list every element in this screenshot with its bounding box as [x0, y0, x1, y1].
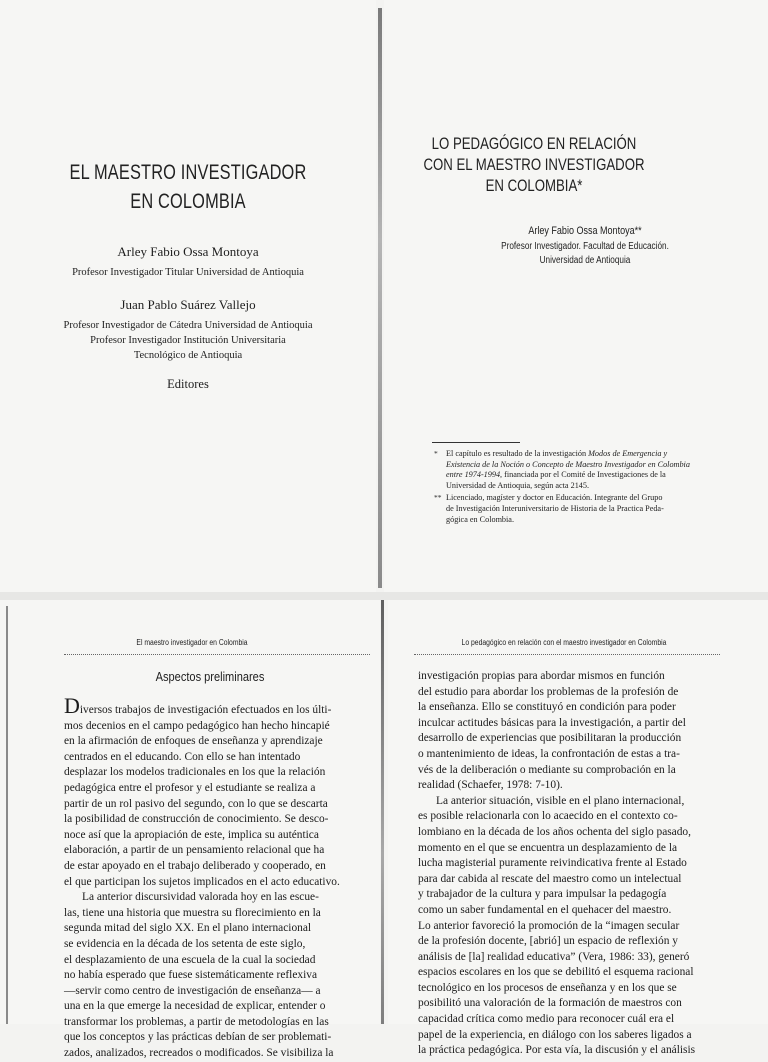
footnote-italic-text: Modos de Emergencia y: [588, 449, 668, 458]
footnote-text: El capítulo es resultado de la investigación: [446, 449, 589, 458]
body-line: en la afirmación de enfoques de enseñanza y aprendizaje: [64, 735, 323, 748]
body-line: el que participan los sujetos implicados en el acto educativo.: [64, 875, 340, 888]
running-header: El maestro investigador en Colombia: [136, 638, 248, 647]
body-line: Diversos trabajos de investigación efectuados en los últi-: [64, 693, 332, 718]
book-title-line: EL MAESTRO INVESTIGADOR: [69, 161, 307, 184]
body-line: centrados en el educando. Con ello se han intentado: [64, 750, 301, 763]
body-line: una en la que emerge la necesidad de explicar, entender o: [64, 1000, 326, 1013]
body-line: para dar cabida al rescate del maestro como un intelectual: [418, 872, 682, 885]
body-line: elaboración, a partir de un pensamiento relacional que ha: [64, 844, 325, 857]
editor2-affiliation-line: Tecnológico de Antioquia: [133, 350, 243, 361]
book-title-line: EN COLOMBIA: [130, 190, 246, 213]
footnote: [434, 449, 702, 491]
header-rule: [64, 654, 370, 655]
body-line: mos decenios en el campo pedagógico han hecho hincapié: [64, 719, 330, 732]
body-line: posibilitó una valoración de la formación de maestros con: [418, 997, 682, 1010]
footnote-rule: [432, 442, 520, 443]
page3-body-text: [64, 693, 370, 1062]
chapter-title-line: CON EL MAESTRO INVESTIGADOR: [423, 156, 645, 174]
body-line: —servir como centro de investigación de enseñanza— a: [64, 984, 321, 997]
body-lines: [418, 669, 718, 1059]
body-line: no había esperado que fuese sistemáticamente reflexiva: [64, 969, 318, 982]
body-line: transformar los problemas, a partir de metodologías en las: [64, 1015, 329, 1028]
body-line: de estar apoyado en el trabajo deliberado y cooperado, en: [64, 859, 326, 872]
editor1-affiliation: Profesor Investigador Titular Universidad de Antioquia: [72, 267, 304, 278]
footnote-italic-text: Existencia de la Noción o Concepto de Maestro Investigador en Colombia: [446, 459, 690, 469]
footnote-text: Licenciado, magíster y doctor en Educación. Integrante del Grupo: [446, 493, 663, 503]
body-line: se evidencia en la década de los setenta de este siglo,: [64, 937, 306, 950]
body-line: investigación propias para abordar mismos en función: [418, 670, 665, 682]
body-line: inculcar actitudes básicas para la investigación, a partir del: [418, 716, 686, 729]
footnotes: [434, 449, 702, 527]
body-line: es posible relacionarla con lo acaecido en el contexto co-: [418, 810, 678, 823]
scan-divider: [0, 592, 768, 600]
body-line: realidad (Schaefer, 1978: 7-10).: [418, 779, 563, 792]
body-line: La anterior situación, visible en el plano internacional,: [436, 794, 685, 807]
body-line: el desplazamiento de una escuela de la cual la sociedad: [64, 953, 316, 966]
editors-label: Editores: [167, 377, 209, 391]
body-line: zados, analizados, recreados o modificados. Se visibiliza la: [64, 1047, 334, 1060]
body-line: y trabajador de la cultura y para impulsar la pedagogía: [418, 888, 667, 901]
chapter-title-line: EN COLOMBIA*: [485, 177, 583, 195]
footnote-mark: **: [434, 493, 442, 503]
editor2-name: Juan Pablo Suárez Vallejo: [120, 297, 256, 312]
author-affiliation-line: Profesor Investigador. Facultad de Educación.: [501, 241, 669, 252]
body-line: las, tiene una historia que muestra su florecimiento en la: [64, 906, 321, 919]
body-line: pedagógica entre el profesor y el estudiante se realiza a: [64, 781, 316, 794]
body-line: La anterior discursividad valorada hoy en las escue-: [82, 891, 319, 904]
body-line: papel de la experiencia, en diálogo con los saberes ligados a: [418, 1028, 692, 1041]
body-line: del estudio para abordar los problemas de la profesión de: [418, 685, 679, 698]
header-rule: [414, 654, 720, 655]
section-title: Aspectos preliminares: [155, 669, 265, 684]
page-edge: [6, 606, 8, 1024]
body-line: la posibilidad de construcción de conocimiento. Se desco-: [64, 813, 329, 826]
chapter-title-line: LO PEDAGÓGICO EN RELACIÓN: [431, 135, 637, 153]
body-line: que los conceptos y las prácticas debían de ser problemati-: [64, 1031, 332, 1044]
body-line: vés de la deliberación o mediante su comprobación en la: [418, 763, 676, 776]
body-line: partir de un rol pasivo del segundo, con lo que se descarta: [64, 797, 328, 810]
body-line: la enseñanza. Ello se constituyó en condición para poder: [418, 701, 676, 714]
body-line: capacidad crítica como medio para reconocer cuál era el: [418, 1013, 675, 1026]
footnote-italic-text: entre 1974-1994: [446, 470, 501, 480]
body-line: noce así que la apropiación de este, implica su auténtica: [64, 828, 319, 841]
chapter-author-block: [499, 224, 671, 268]
body-line: la práctica pedagógica. Por esta vía, la discusión y el análisis: [418, 1044, 696, 1057]
running-header: Lo pedagógico en relación con el maestro investigador en Colombia: [461, 638, 667, 647]
body-line: desplazar los modelos tradicionales en los que la relación: [64, 766, 326, 779]
body-line: segunda mitad del siglo XX. En el plano internacional: [64, 922, 312, 935]
footnote-text: gógica en Colombia.: [446, 514, 514, 524]
body-line: tecnológico en los procesos de enseñanza y en los que se: [418, 981, 677, 994]
book-title: [41, 158, 334, 216]
editor2-affiliation-line: Profesor Investigador de Cátedra Universidad de Antioquia: [63, 320, 313, 331]
body-line: lombiano en la década de los años ochenta del siglo pasado,: [418, 825, 691, 838]
book-gutter-bottom: [381, 600, 384, 1024]
page4-body-text: [418, 669, 718, 1059]
body-line: análisis de [la] realidad educativa” (Vera, 1986: 33), generó: [418, 950, 690, 963]
author-affiliation-line: Universidad de Antioquia: [539, 255, 631, 266]
body-line: lucha magisterial puramente reivindicativa frente al Estado: [418, 857, 687, 870]
footnote-text: Universidad de Antioquia, según acta 2145.: [446, 480, 590, 490]
book-gutter-top: [378, 8, 382, 588]
editor1-name: Arley Fabio Ossa Montoya: [117, 244, 259, 259]
body-line: desarrollo de experiencias que posibilitaran la producción: [418, 732, 682, 745]
body-line: momento en el que se encuentra un desplazamiento de la: [418, 841, 678, 854]
footnote-text: , financiada por el Comité de Investigaciones de la: [500, 470, 666, 480]
drop-cap: D: [64, 693, 80, 718]
footnote: [434, 493, 702, 525]
body-line: de la profesión docente, [abrió] un espacio de reflexión y: [418, 935, 678, 948]
footnote-text: de Investigación Interuniversitario de Historia de la Practica Peda-: [446, 503, 664, 513]
page-left-top: [0, 0, 376, 592]
editor2-affiliation: [0, 318, 376, 363]
body-line: como un saber fundamental en el quehacer del maestro.: [418, 903, 672, 916]
footnote-mark: *: [434, 449, 438, 458]
body-line: espacios escolares en los que se debilitó el esquema racional: [418, 966, 694, 979]
chapter-author: Arley Fabio Ossa Montoya**: [528, 225, 642, 237]
chapter-title: [414, 134, 654, 197]
body-line: Lo anterior favoreció la promoción de la “imagen secular: [418, 919, 680, 932]
editor2-affiliation-line: Profesor Investigador Institución Universitaria: [90, 335, 286, 346]
body-lines: [64, 719, 370, 1062]
body-line: o mantenimiento de ideas, la confrontación de estas a tra-: [418, 747, 680, 760]
